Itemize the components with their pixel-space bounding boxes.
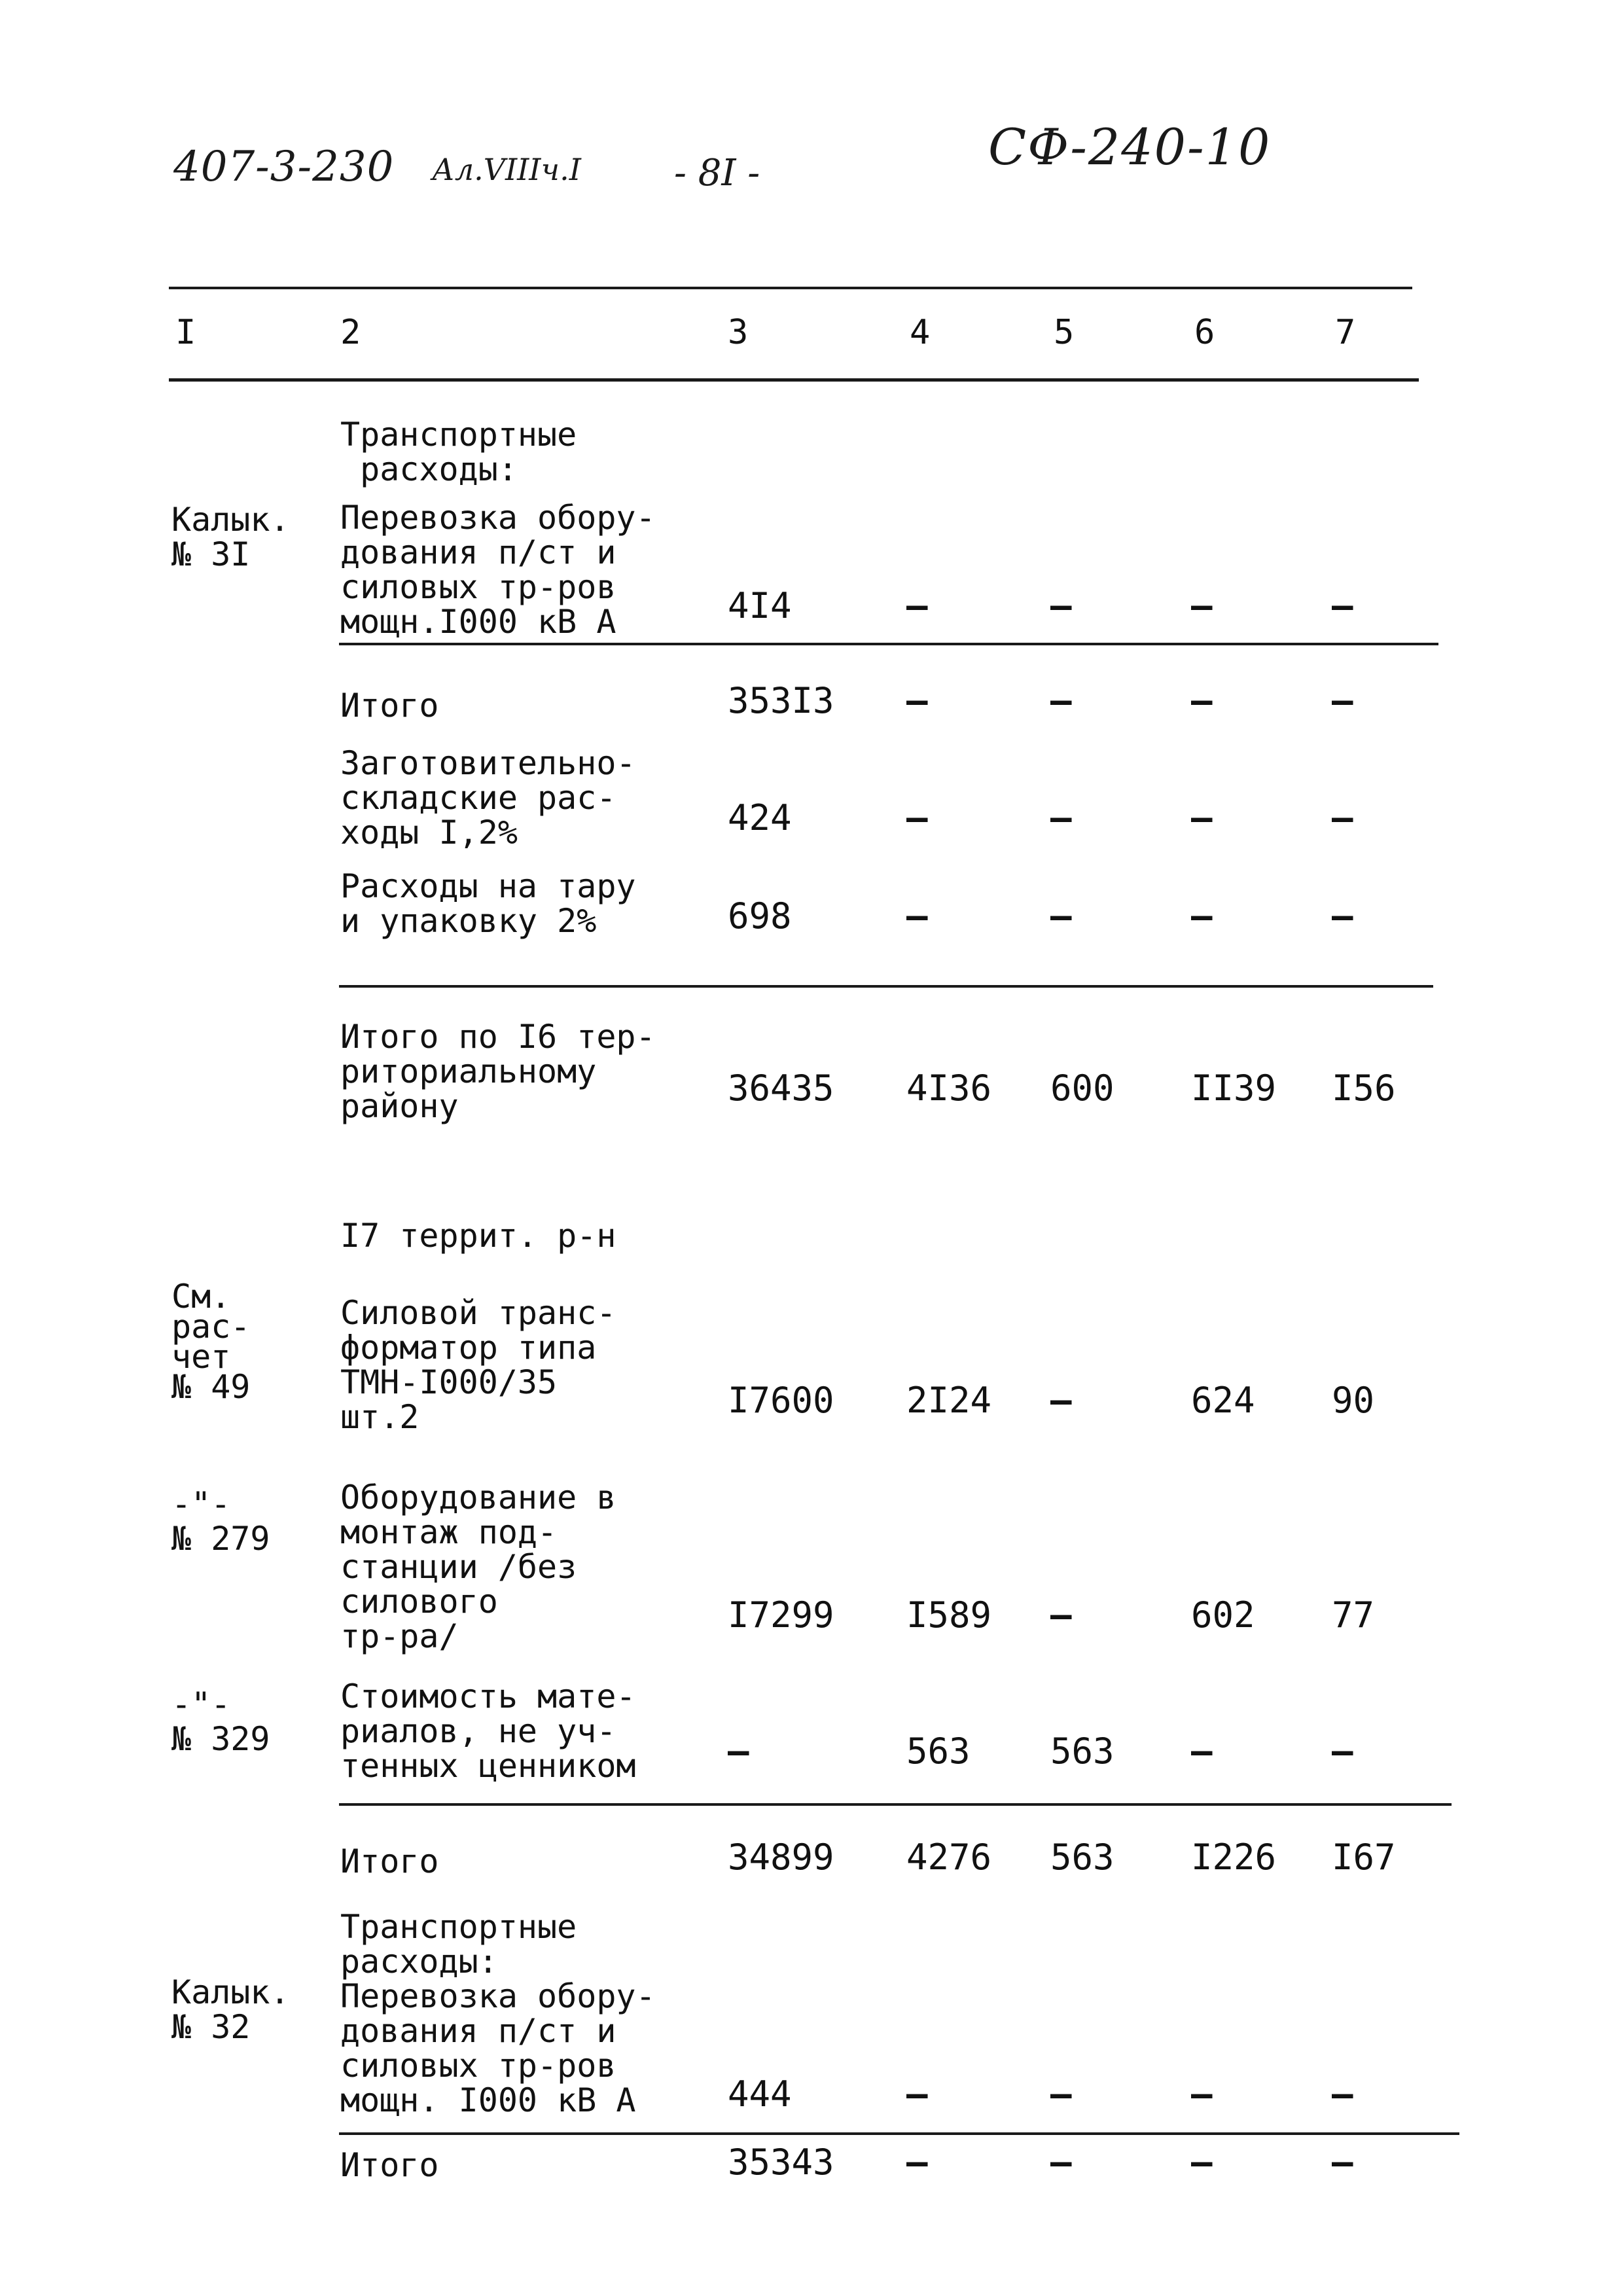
row-reference: Калык. № 3I <box>171 501 290 573</box>
row-value-col6: – <box>1191 895 1213 937</box>
row-value-col6: – <box>1191 1731 1213 1772</box>
column-header-4: 4 <box>910 313 931 352</box>
row-value-col6: – <box>1191 585 1213 626</box>
row-value-col6: 602 <box>1191 1594 1255 1636</box>
row-value-col3: 35343 <box>728 2142 834 2183</box>
row-description: Транспортные расходы: Перевозка обору- дования п/ст и силовых тр-ров мощн. I000 кВ А <box>340 1908 656 2119</box>
subtotal-rule <box>339 643 1438 645</box>
column-header-7: 7 <box>1335 313 1356 352</box>
row-value-col3: 424 <box>728 797 792 838</box>
row-value-col5: – <box>1050 680 1072 721</box>
column-header-6: 6 <box>1194 313 1215 352</box>
row-value-col7: – <box>1332 2073 1353 2115</box>
row-value-col4: – <box>906 585 928 626</box>
row-value-col4: – <box>906 895 928 937</box>
row-description: Расходы на тару и упаковку 2% <box>340 867 636 940</box>
row-value-col7: – <box>1332 895 1353 937</box>
row-description: Итого по I6 тер- риториальному району <box>340 1018 656 1125</box>
row-value-col6: II39 <box>1191 1067 1277 1109</box>
row-value-col6: I226 <box>1191 1837 1277 1878</box>
row-description: Оборудование в монтаж под- станции /без силового тр-ра/ <box>340 1479 616 1655</box>
row-value-col4: 4I36 <box>906 1067 992 1109</box>
row-value-col3: I7600 <box>728 1380 834 1421</box>
row-description: Заготовительно- складские рас- ходы I,2% <box>340 744 636 852</box>
row-value-col5: – <box>1050 895 1072 937</box>
row-value-col7: – <box>1332 585 1353 626</box>
row-value-col7: – <box>1332 1731 1353 1772</box>
row-value-col3: 4I4 <box>728 585 792 626</box>
row-value-col3: I7299 <box>728 1594 834 1636</box>
row-value-col4: 563 <box>906 1731 971 1772</box>
column-header-5: 5 <box>1054 313 1075 352</box>
row-value-col6: – <box>1191 797 1213 838</box>
row-value-col7: I56 <box>1332 1067 1396 1109</box>
row-reference: Калык. № 32 <box>171 1973 290 2046</box>
row-value-col5: – <box>1050 2142 1072 2183</box>
column-header-3: 3 <box>728 313 749 352</box>
row-value-col3: 36435 <box>728 1067 834 1109</box>
row-description: Итого <box>340 2146 439 2184</box>
row-reference: -"- № 329 <box>171 1685 270 1758</box>
row-description: Транспортные расходы: <box>340 416 577 488</box>
row-value-col7: – <box>1332 2142 1353 2183</box>
section-heading: I7 террит. р-н <box>340 1217 616 1255</box>
page-number: - 8I - <box>674 152 760 194</box>
row-value-col6: – <box>1191 2142 1213 2183</box>
row-value-col5: 563 <box>1050 1837 1115 1878</box>
sheet-reference: Ал.VIIIч.I <box>432 152 581 187</box>
column-header-2: 2 <box>340 313 361 352</box>
subtotal-rule <box>339 2132 1459 2135</box>
row-description: Итого <box>340 1842 439 1880</box>
row-value-col5: – <box>1050 585 1072 626</box>
series-code: СФ-240-10 <box>988 118 1272 176</box>
row-value-col3: 444 <box>728 2073 792 2115</box>
row-value-col6: – <box>1191 2073 1213 2115</box>
table-header-rule <box>169 378 1419 382</box>
row-reference: -"- № 279 <box>171 1485 270 1558</box>
row-value-col7: 77 <box>1332 1594 1375 1636</box>
row-value-col3: 698 <box>728 895 792 937</box>
row-value-col5: 563 <box>1050 1731 1115 1772</box>
row-value-col3: 353I3 <box>728 680 834 721</box>
row-description: Стоимость мате- риалов, не уч- тенных ценником <box>340 1677 636 1785</box>
row-value-col7: 90 <box>1332 1380 1375 1421</box>
row-description: Итого <box>340 687 439 725</box>
row-value-col4: 2I24 <box>906 1380 992 1421</box>
row-value-col5: – <box>1050 1594 1072 1636</box>
row-description: Перевозка обору- дования п/ст и силовых тр-ров мощн.I000 кВ А <box>340 499 656 641</box>
column-header-1: I <box>175 313 196 352</box>
row-value-col3: 34899 <box>728 1837 834 1878</box>
subtotal-rule <box>339 985 1433 988</box>
row-value-col6: – <box>1191 680 1213 721</box>
row-reference: См. рас- чет № 49 <box>171 1278 251 1406</box>
row-value-col5: – <box>1050 2073 1072 2115</box>
row-value-col5: – <box>1050 797 1072 838</box>
row-value-col5: 600 <box>1050 1067 1115 1109</box>
row-value-col7: – <box>1332 797 1353 838</box>
row-value-col4: – <box>906 2073 928 2115</box>
row-value-col6: 624 <box>1191 1380 1255 1421</box>
table-top-rule <box>169 287 1412 289</box>
row-description: Силовой транс- форматор типа ТМН-I000/35 шт.2 <box>340 1294 616 1436</box>
subtotal-rule <box>339 1803 1452 1806</box>
row-value-col3: – <box>728 1731 749 1772</box>
row-value-col4: 4276 <box>906 1837 992 1878</box>
row-value-col4: – <box>906 680 928 721</box>
row-value-col4: – <box>906 797 928 838</box>
row-value-col5: – <box>1050 1380 1072 1421</box>
row-value-col4: I589 <box>906 1594 992 1636</box>
document-code: 407-3-230 <box>173 143 395 191</box>
row-value-col4: – <box>906 2142 928 2183</box>
row-value-col7: I67 <box>1332 1837 1396 1878</box>
row-value-col7: – <box>1332 680 1353 721</box>
